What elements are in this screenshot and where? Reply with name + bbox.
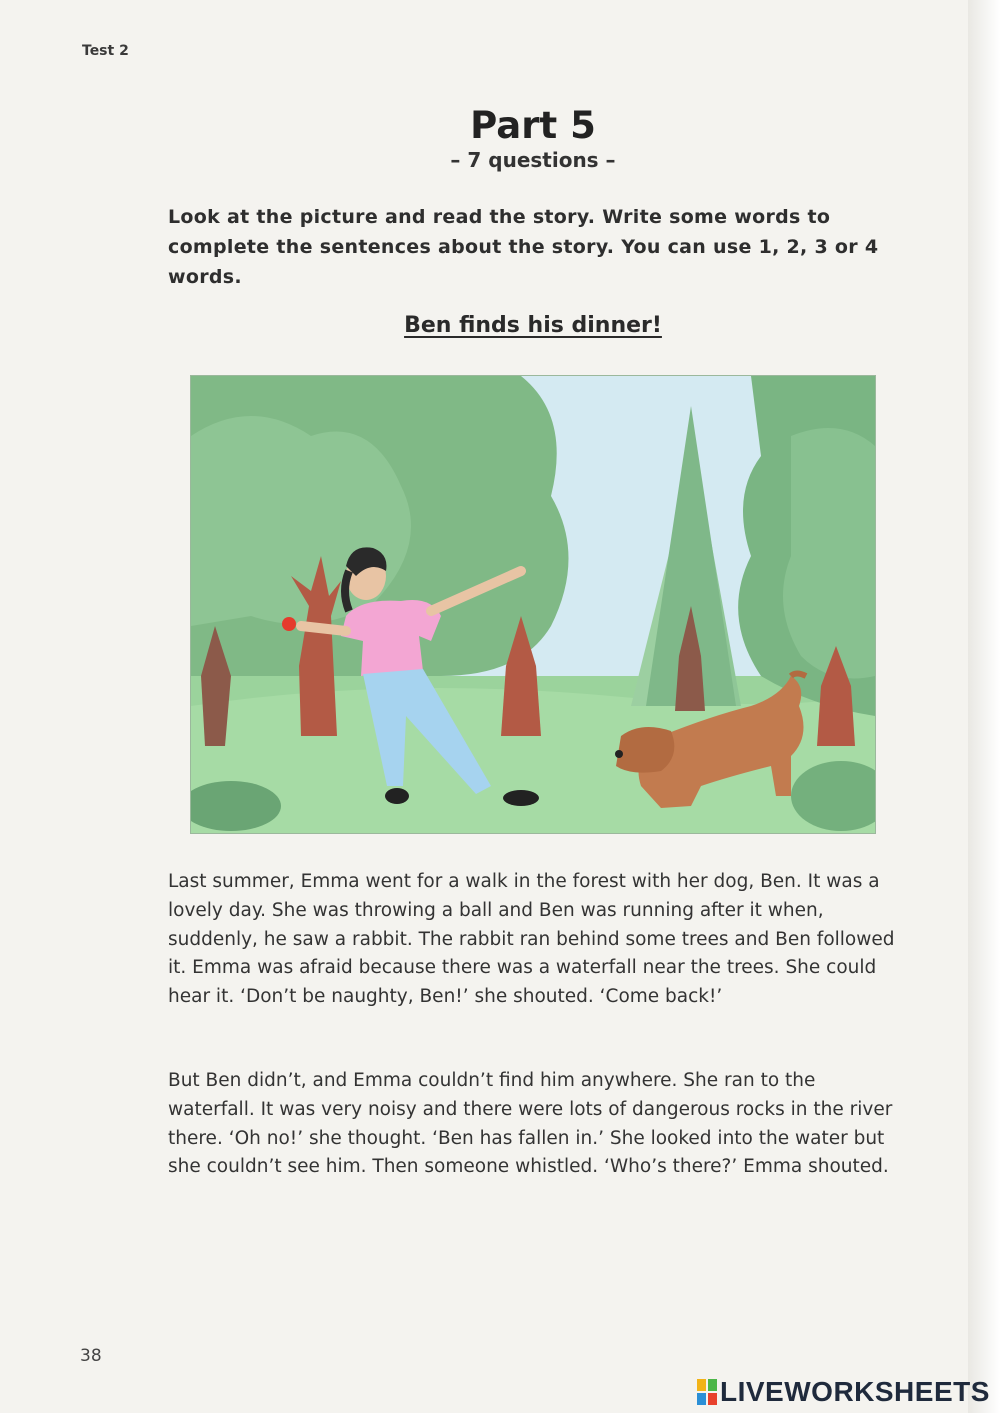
story-paragraph-1: Last summer, Emma went for a walk in the forest with her dog, Ben. It was a lovely day. She was throwing a ball and Ben was running after it when, suddenly, he saw a rabbit. The rabbit ran behind some trees and Ben followed it. Emma was afraid because there was a waterfall near the trees. She could hear it. ‘Don’t be naughty, Ben!’ she shouted. ‘Come back!’ xyxy=(168,871,895,1008)
watermark-text: LIVEWORKSHEETS xyxy=(720,1376,990,1407)
forest-illustration xyxy=(191,376,875,833)
test-label: Test 2 xyxy=(82,43,129,59)
part-subtitle: – 7 questions – xyxy=(450,148,616,172)
red-ball xyxy=(282,617,296,631)
page-edge xyxy=(968,0,1000,1413)
instructions: Look at the picture and read the story. Write some words to complete the sentences about the story. You can use 1, 2, 3 or 4 words. xyxy=(168,206,879,288)
story-paragraph-2: But Ben didn’t, and Emma couldn’t find him anywhere. She ran to the waterfall. It was very noisy and there were lots of dangerous rocks in the river there. ‘Oh no!’ she thought. ‘Ben has fallen in.’ She looked into the water but she couldn’t see him. Then someone whistled. ‘Who’s there?’ Emma shouted. xyxy=(168,1070,893,1178)
story-illustration xyxy=(190,375,876,834)
part-title: Part 5 xyxy=(470,104,596,147)
liveworksheets-watermark xyxy=(697,1376,990,1408)
liveworksheets-logo-icon xyxy=(697,1379,717,1405)
page-number: 38 xyxy=(80,1346,102,1366)
story-title: Ben finds his dinner! xyxy=(404,313,662,338)
